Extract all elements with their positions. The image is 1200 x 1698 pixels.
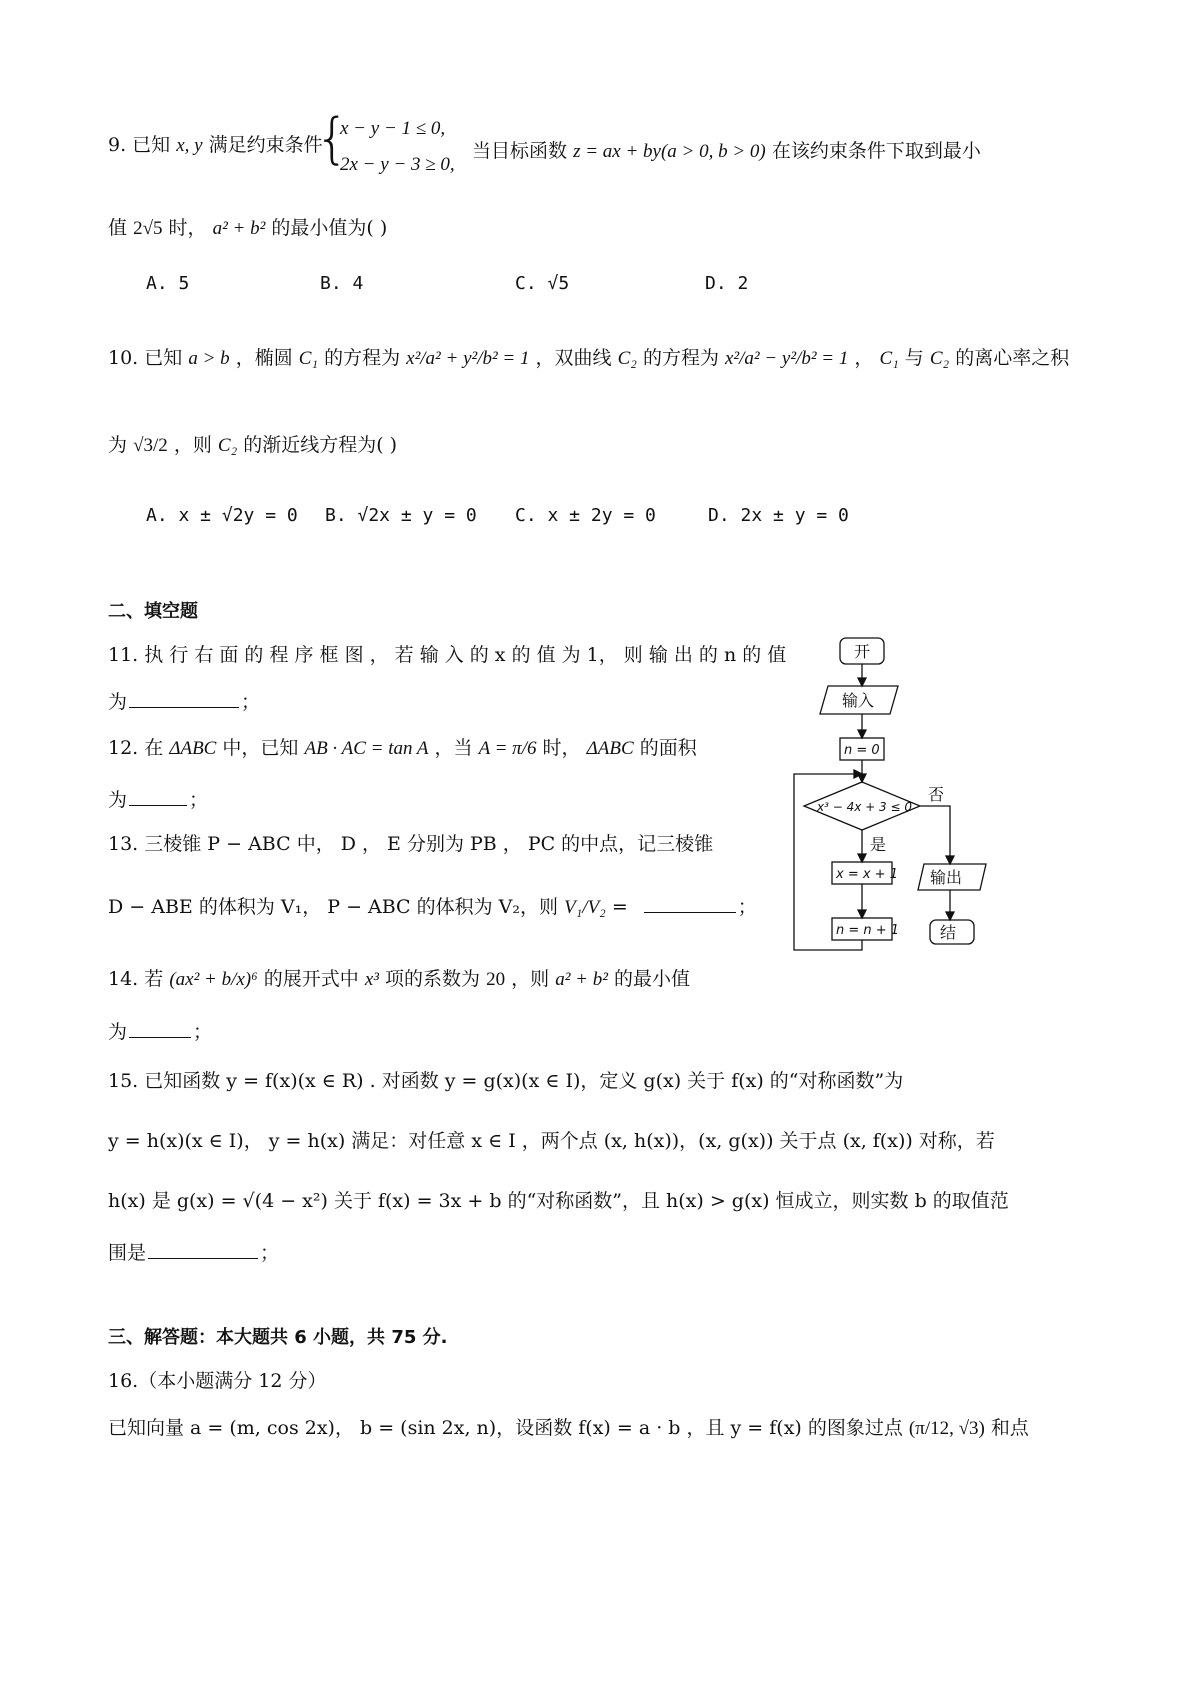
q10-option-d: D. 2x ± y = 0 <box>708 505 849 526</box>
q10-eq2: x²/a² − y²/b² = 1 <box>725 348 849 369</box>
q10-t1: ，椭圆 <box>235 347 293 369</box>
q16-end: 和点 <box>990 1417 1029 1439</box>
q9-line2 <box>108 213 387 240</box>
q10-c2b: C₂ <box>929 348 950 369</box>
flowchart-step-n-label: n = n + 1 <box>836 923 900 938</box>
q10-t3: ，双曲线 <box>535 347 612 369</box>
q13-line1: 13. 三棱锥 P − ABC 中， D ， E 分别为 PB ， PC 的中点，记三棱锥 <box>108 833 714 855</box>
q13-end: ； <box>737 896 757 918</box>
q14-t1: 的展开式中 <box>263 968 359 990</box>
q14-term: x³ <box>364 969 379 990</box>
q14-end: ； <box>193 1021 213 1043</box>
q10-t2: 的方程为 <box>324 347 401 369</box>
q10-t5: ， <box>854 347 874 369</box>
q14-coef: 20 <box>486 969 506 990</box>
q10-c2: C₂ <box>617 348 637 369</box>
q15-line4 <box>108 1238 279 1265</box>
flowchart-step-x-label: x = x + 1 <box>836 867 898 882</box>
q12-cond: A = π/6 <box>478 738 537 759</box>
q9-mid2: 当目标函数 <box>472 140 568 162</box>
q11-line1: 11. 执 行 右 面 的 程 序 框 图 ， 若 输 入 的 x 的 值 为 1， 则 输 出 的 n 的 值 <box>108 644 787 666</box>
q10-eq1: x²/a² + y²/b² = 1 <box>406 348 530 369</box>
q12-line2-text: 为 <box>108 789 128 811</box>
q13-line2-a: D − ABE 的体积为 V₁， P − ABC 的体积为 V₂，则 <box>108 896 559 918</box>
q11-answer-blank <box>129 706 239 708</box>
q11-line2-text: 为 <box>108 691 128 713</box>
flowchart-input-label: 输入 <box>842 691 875 710</box>
q16-point: (π/12, √3) <box>908 1418 985 1439</box>
q14-t2: 项的系数为 <box>385 968 481 990</box>
q13-line2 <box>108 892 757 919</box>
q16-line1-text: 已知向量 a = (m, cos 2x)， b = (sin 2x, n)，设函数 f(x) = a · b ，且 y = f(x) 的图象过点 <box>108 1417 903 1439</box>
q16-header: 16.（本小题满分 12 分） <box>108 1370 327 1392</box>
flowchart-init-label: n = 0 <box>844 743 880 758</box>
q12-t1: 中，已知 <box>222 737 299 759</box>
q13-answer-blank <box>644 911 736 913</box>
q12-line1 <box>108 733 697 760</box>
q9-option-a: A. 5 <box>146 273 190 294</box>
flowchart-output-label: 输出 <box>930 868 963 887</box>
q12-line2 <box>108 785 208 812</box>
q9-constraint-1: x − y − 1 ≤ 0, <box>340 118 446 139</box>
q9-constraint-2: 2x − y − 3 ≥ 0, <box>340 154 455 175</box>
q10-option-a: A. x ± √2y = 0 <box>146 505 298 526</box>
flowchart <box>780 628 1020 958</box>
q12-t4: 的面积 <box>639 737 697 759</box>
q9-objective: z = ax + by(a > 0, b > 0) <box>573 141 766 162</box>
q10-c2c: C₂ <box>217 435 238 456</box>
q10-line2-c: 的渐近线方程为( ) <box>243 434 398 456</box>
q10-prefix: 10. 已知 <box>108 347 183 369</box>
q10-ratio: √3/2 <box>133 435 168 456</box>
q15-line1: 15. 已知函数 y = f(x)(x ∈ R) . 对函数 y = g(x)(x ∈ I)，定义 g(x) 关于 f(x) 的“对称函数”为 <box>108 1070 904 1092</box>
q10-option-b: B. √2x ± y = 0 <box>325 505 477 526</box>
q9-line2-val: 2√5 <box>133 218 163 239</box>
q12-t2: ，当 <box>434 737 473 759</box>
q12-tri2: ΔABC <box>586 738 634 759</box>
q15-line2: y = h(x)(x ∈ I)， y = h(x) 满足：对任意 x ∈ I ，两个点 (x, h(x))，(x, g(x)) 关于点 (x, f(x)) 对称，若 <box>108 1130 995 1152</box>
q9-brace: { <box>315 107 350 170</box>
flowchart-cond-label: x³ − 4x + 3 ≤ 0 <box>817 800 912 814</box>
q13-eq: = <box>611 896 628 918</box>
q10-c1b: C₁ <box>879 348 899 369</box>
q14-expr: (ax² + b/x)⁶ <box>169 969 258 990</box>
section-heading-fill-in: 二、填空题 <box>108 601 198 622</box>
q9-option-d: D. 2 <box>705 273 749 294</box>
flowchart-start-label: 开 <box>854 642 871 661</box>
q9-mid: 满足约束条件 <box>208 134 323 156</box>
q15-end: ； <box>260 1242 280 1264</box>
q9-line2-a: 值 <box>108 217 128 239</box>
q10-option-c: C. x ± 2y = 0 <box>515 505 656 526</box>
q9-prefix: 9. 已知 <box>108 134 171 156</box>
q9-option-c: C. √5 <box>515 273 570 294</box>
q15-line3: h(x) 是 g(x) = √(4 − x²) 关于 f(x) = 3x + b 的“对称函数”，且 h(x) > g(x) 恒成立，则实数 b 的取值范 <box>108 1190 1009 1212</box>
q12-tri: ΔABC <box>169 738 217 759</box>
q14-target: a² + b² <box>555 969 608 990</box>
q12-t3: 时， <box>542 737 581 759</box>
q14-line2 <box>108 1017 212 1044</box>
q10-line2-a: 为 <box>108 434 128 456</box>
q9-tail: 在该约束条件下取到最小 <box>771 140 981 162</box>
q12-answer-blank <box>129 804 187 806</box>
q14-t3: ，则 <box>511 968 550 990</box>
flowchart-no-label: 否 <box>928 785 945 804</box>
q12-prefix: 12. 在 <box>108 737 164 759</box>
q11-line2 <box>108 687 260 714</box>
q14-t4: 的最小值 <box>613 968 690 990</box>
q12-expr: AB · AC = tan A <box>304 738 429 759</box>
q9-vars: x, y <box>176 135 203 156</box>
q10-line2 <box>108 430 397 457</box>
q16-line1 <box>108 1413 1029 1440</box>
q14-line1 <box>108 964 690 991</box>
q14-answer-blank <box>129 1036 191 1038</box>
q14-prefix: 14. 若 <box>108 968 164 990</box>
q9-option-b: B. 4 <box>320 273 364 294</box>
q15-line4-text: 围是 <box>108 1242 147 1264</box>
q10-line2-b: ，则 <box>173 434 212 456</box>
q9-line2-c: 的最小值为( ) <box>271 217 388 239</box>
q13-ratio: V₁/V₂ <box>564 897 606 918</box>
q10-t4: 的方程为 <box>642 347 719 369</box>
q9-line1 <box>108 118 323 188</box>
q14-line2-text: 为 <box>108 1021 128 1043</box>
q10-line1 <box>108 343 1069 370</box>
q9-line2-expr: a² + b² <box>212 218 266 239</box>
q9-line2-b: 时， <box>168 217 207 239</box>
section-heading-solutions: 三、解答题：本大题共 6 小题，共 75 分. <box>108 1327 448 1348</box>
q10-t7: 的离心率之积 <box>955 347 1070 369</box>
q12-end: ； <box>189 789 209 811</box>
flowchart-end-label: 结 <box>940 923 957 942</box>
q10-t6: 与 <box>904 347 924 369</box>
q15-answer-blank <box>148 1257 258 1259</box>
q10-cond: a > b <box>188 348 230 369</box>
q10-c1: C₁ <box>298 348 319 369</box>
flowchart-yes-label: 是 <box>870 835 887 854</box>
q11-end: ； <box>241 691 261 713</box>
q9-line1-rest <box>472 136 981 163</box>
